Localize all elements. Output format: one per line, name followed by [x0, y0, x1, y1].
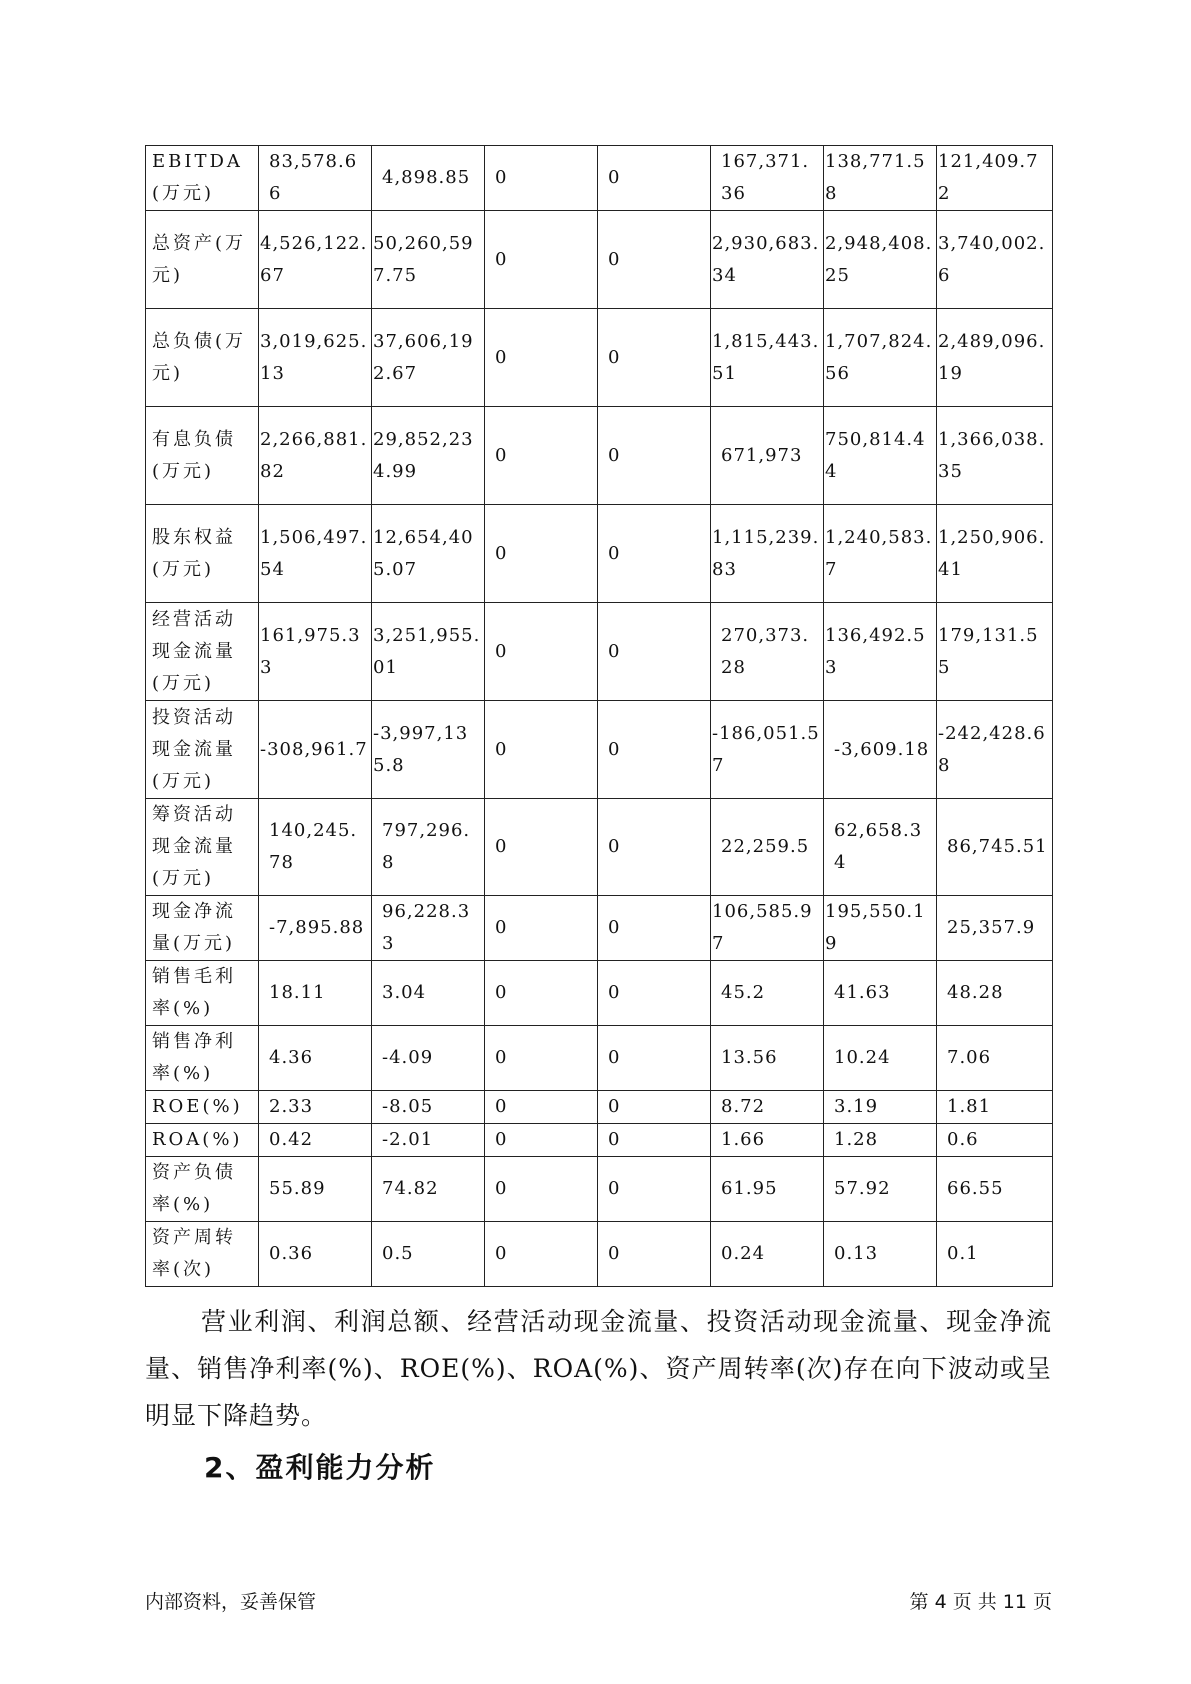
table-cell: 1.66: [711, 1124, 824, 1157]
table-cell: 0: [485, 1124, 598, 1157]
table-cell: 55.89: [259, 1157, 372, 1222]
table-cell: 0: [485, 146, 598, 211]
table-cell: 48.28: [937, 961, 1053, 1026]
table-cell: 0: [485, 1026, 598, 1091]
table-cell: 106,585.97: [711, 896, 824, 961]
table-cell: 0.42: [259, 1124, 372, 1157]
table-cell: 1,250,906.41: [937, 505, 1053, 603]
table-cell: 2,266,881.82: [259, 407, 372, 505]
footer-page-number: 第 4 页 共 11 页: [909, 1591, 1052, 1613]
table-cell: 0: [485, 1157, 598, 1222]
table-cell: 4,898.85: [372, 146, 485, 211]
table-cell: 0: [485, 799, 598, 896]
table-cell: 0: [485, 1222, 598, 1287]
table-cell: 0: [485, 603, 598, 701]
table-cell: 750,814.44: [824, 407, 937, 505]
table-cell: 1,815,443.51: [711, 309, 824, 407]
table-cell: 671,973: [711, 407, 824, 505]
table-cell: 0: [598, 1222, 711, 1287]
table-cell: -308,961.7: [259, 701, 372, 799]
table-cell: 12,654,405.07: [372, 505, 485, 603]
row-label: 经营活动现金流量(万元): [146, 603, 259, 701]
table-row: [146, 211, 1053, 309]
row-label: 资产负债率(%): [146, 1157, 259, 1222]
table-row: [146, 799, 1053, 896]
table-cell: 7.06: [937, 1026, 1053, 1091]
table-cell: 0: [598, 701, 711, 799]
table-cell: 8.72: [711, 1091, 824, 1124]
table-row: [146, 961, 1053, 1026]
table-row: [146, 1026, 1053, 1091]
table-cell: 13.56: [711, 1026, 824, 1091]
table-row: [146, 505, 1053, 603]
row-label: 总负债(万元): [146, 309, 259, 407]
table-cell: 3,740,002.6: [937, 211, 1053, 309]
table-cell: 61.95: [711, 1157, 824, 1222]
table-cell: 0: [598, 211, 711, 309]
table-cell: 0.36: [259, 1222, 372, 1287]
footer-confidential-note: 内部资料，妥善保管: [145, 1591, 317, 1613]
row-label: EBITDA(万元): [146, 146, 259, 211]
table-cell: 2,930,683.34: [711, 211, 824, 309]
table-cell: 45.2: [711, 961, 824, 1026]
table-cell: 0: [598, 1157, 711, 1222]
table-cell: 0: [598, 309, 711, 407]
table-cell: 140,245.78: [259, 799, 372, 896]
table-cell: 0: [598, 1026, 711, 1091]
table-cell: 37,606,192.67: [372, 309, 485, 407]
table-row: [146, 1222, 1053, 1287]
table-cell: 50,260,597.75: [372, 211, 485, 309]
table-row: [146, 701, 1053, 799]
table-cell: 167,371.36: [711, 146, 824, 211]
table-cell: 0: [598, 505, 711, 603]
table-cell: 0.6: [937, 1124, 1053, 1157]
table-cell: 136,492.53: [824, 603, 937, 701]
table-cell: 1,240,583.7: [824, 505, 937, 603]
row-label: 股东权益(万元): [146, 505, 259, 603]
table-cell: 3.19: [824, 1091, 937, 1124]
financial-metrics-table: [145, 145, 1053, 1287]
table-cell: 1,115,239.83: [711, 505, 824, 603]
table-cell: 0: [485, 505, 598, 603]
row-label: 销售净利率(%): [146, 1026, 259, 1091]
table-row: [146, 407, 1053, 505]
table-cell: 0: [598, 1124, 711, 1157]
table-cell: 161,975.33: [259, 603, 372, 701]
section-heading: 2、盈利能力分析: [204, 1451, 436, 1484]
row-label: 筹资活动现金流量(万元): [146, 799, 259, 896]
table-cell: -4.09: [372, 1026, 485, 1091]
row-label: 总资产(万元): [146, 211, 259, 309]
table-cell: -3,997,135.8: [372, 701, 485, 799]
table-cell: 0: [485, 701, 598, 799]
table-row: [146, 309, 1053, 407]
table-cell: 195,550.19: [824, 896, 937, 961]
table-cell: 1,707,824.56: [824, 309, 937, 407]
table-cell: 3,019,625.13: [259, 309, 372, 407]
table-cell: 18.11: [259, 961, 372, 1026]
table-cell: 1,366,038.35: [937, 407, 1053, 505]
table-cell: 0: [598, 407, 711, 505]
table-row: [146, 603, 1053, 701]
table-cell: 66.55: [937, 1157, 1053, 1222]
row-label: ROE(%): [146, 1091, 259, 1124]
table-cell: -242,428.68: [937, 701, 1053, 799]
table-cell: 0: [485, 211, 598, 309]
table-cell: 0: [485, 896, 598, 961]
table-cell: 0: [598, 896, 711, 961]
table-cell: 1.28: [824, 1124, 937, 1157]
table-cell: -3,609.18: [824, 701, 937, 799]
table-cell: -7,895.88: [259, 896, 372, 961]
table-cell: 0: [598, 799, 711, 896]
table-cell: 4,526,122.67: [259, 211, 372, 309]
table-row: [146, 1124, 1053, 1157]
table-cell: 0: [598, 603, 711, 701]
row-label: 有息负债(万元): [146, 407, 259, 505]
table-cell: 0: [598, 1091, 711, 1124]
table-cell: 179,131.55: [937, 603, 1053, 701]
table-cell: 121,409.72: [937, 146, 1053, 211]
table-cell: 0.13: [824, 1222, 937, 1287]
table-cell: 2,489,096.19: [937, 309, 1053, 407]
table-cell: 138,771.58: [824, 146, 937, 211]
table-cell: 0.5: [372, 1222, 485, 1287]
table-cell: 0: [598, 146, 711, 211]
table-cell: 0.1: [937, 1222, 1053, 1287]
table-row: [146, 1091, 1053, 1124]
table-cell: 3,251,955.01: [372, 603, 485, 701]
table-cell: 10.24: [824, 1026, 937, 1091]
table-cell: 0: [598, 961, 711, 1026]
table-cell: 0: [485, 407, 598, 505]
table-cell: 29,852,234.99: [372, 407, 485, 505]
table-cell: 2,948,408.25: [824, 211, 937, 309]
table-cell: 86,745.51: [937, 799, 1053, 896]
table-cell: 0: [485, 961, 598, 1026]
table-cell: 0.24: [711, 1222, 824, 1287]
analysis-paragraph: 营业利润、利润总额、经营活动现金流量、投资活动现金流量、现金净流量、销售净利率(%)、ROE(%)、ROA(%)、资产周转率(次)存在向下波动或呈明显下降趋势。: [145, 1307, 1052, 1430]
table-row: [146, 1157, 1053, 1222]
table-cell: 3.04: [372, 961, 485, 1026]
table-row: [146, 896, 1053, 961]
row-label: ROA(%): [146, 1124, 259, 1157]
table-row: [146, 146, 1053, 211]
table-cell: 41.63: [824, 961, 937, 1026]
table-cell: 83,578.66: [259, 146, 372, 211]
table-cell: 797,296.8: [372, 799, 485, 896]
table-cell: 0: [485, 1091, 598, 1124]
table-cell: 96,228.33: [372, 896, 485, 961]
table-cell: 1.81: [937, 1091, 1053, 1124]
table-cell: 2.33: [259, 1091, 372, 1124]
row-label: 投资活动现金流量(万元): [146, 701, 259, 799]
row-label: 资产周转率(次): [146, 1222, 259, 1287]
row-label: 销售毛利率(%): [146, 961, 259, 1026]
table-cell: -186,051.57: [711, 701, 824, 799]
table-cell: -2.01: [372, 1124, 485, 1157]
table-cell: 1,506,497.54: [259, 505, 372, 603]
table-cell: 22,259.5: [711, 799, 824, 896]
table-cell: 0: [485, 309, 598, 407]
table-cell: 62,658.34: [824, 799, 937, 896]
table-cell: 57.92: [824, 1157, 937, 1222]
table-cell: 270,373.28: [711, 603, 824, 701]
table-cell: -8.05: [372, 1091, 485, 1124]
table-cell: 74.82: [372, 1157, 485, 1222]
table-cell: 25,357.9: [937, 896, 1053, 961]
row-label: 现金净流量(万元): [146, 896, 259, 961]
table-cell: 4.36: [259, 1026, 372, 1091]
